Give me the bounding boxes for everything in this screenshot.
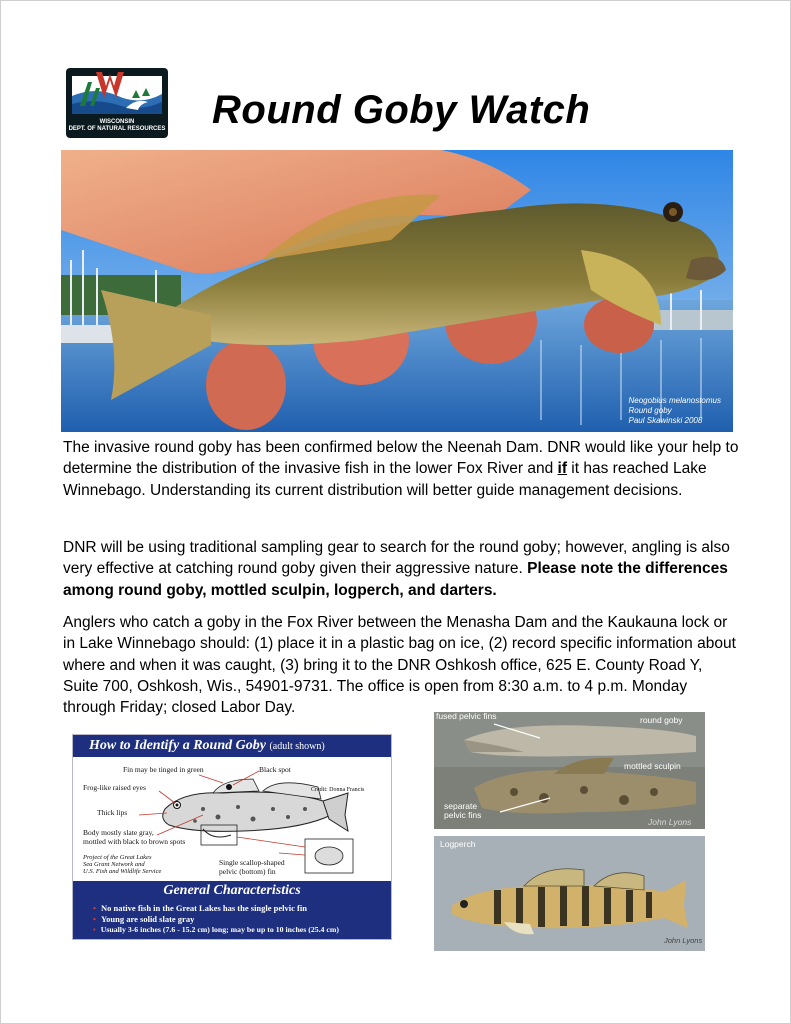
id-card-diagram: [73, 757, 391, 881]
label-scallop-1: Single scallop-shaped: [219, 858, 285, 867]
intro-text-b: it has reached Lake Winnebago. Understanding its current distribution will better guide management decisions.: [63, 460, 707, 499]
hero-caption-common: Round goby: [628, 406, 672, 415]
label-body-color-2: mottled with black to brown spots: [83, 837, 186, 846]
label-round-goby: round goby: [640, 715, 683, 725]
sampling-text: DNR will be using traditional sampling gear to search for the round goby; however, angling is also very effective at catching round goby given their aggressive nature.: [63, 539, 730, 578]
angler-instructions-paragraph: Anglers who catch a goby in the Fox River between the Menasha Dam and the Kaukauna lock or in Lake Winnebago should: (1) place it in a plastic bag on ice, (2) record specific information about where and when it was caught, (3) bring it to the DNR Oshkosh office, 625 E. County Road Y, Suite 700, Oshkosh, Wis., 54901-9731. The office is open from 8:30 a.m. to 4 p.m. Monday through Friday; closed Labor Day.: [63, 614, 736, 717]
intro-paragraph: [63, 437, 739, 501]
hero-photo: [61, 150, 733, 432]
label-separate-1: separate: [444, 801, 478, 811]
goby-sculpin-comparison-photo: [434, 712, 705, 829]
characteristic-item: • Young are solid slate gray: [93, 914, 194, 924]
label-scallop-2: pelvic (bottom) fin: [219, 867, 276, 876]
id-card-header: [73, 735, 391, 757]
label-thick-lips: Thick lips: [97, 808, 128, 817]
label-fused-pelvic-fins: fused pelvic fins: [436, 712, 497, 721]
wisconsin-dnr-logo: [66, 68, 168, 138]
intro-text-a: The invasive round goby has been confirmed below the Neenah Dam. DNR would like your help to determine the distribution of the invasive fish in the lower Fox River and: [63, 439, 739, 478]
label-project-2: Sea Grant Network and: [83, 861, 145, 868]
characteristic-item: • No native fish in the Great Lakes has the single pelvic fin: [93, 903, 307, 913]
label-frog-eyes: Frog-like raised eyes: [83, 783, 146, 792]
sampling-bold-note: Please note the differences among round goby, mottled sculpin, logperch, and darters.: [63, 560, 728, 599]
label-separate-2: pelvic fins: [444, 810, 482, 820]
label-black-spot: Black spot: [259, 765, 291, 774]
label-project-3: U.S. Fish and Wildlife Service: [83, 868, 162, 875]
logo-line2: DEPT. OF NATURAL RESOURCES: [68, 126, 166, 132]
comparison-photo-credit: John Lyons: [648, 817, 692, 827]
id-card-title: How to Identify a Round Goby: [89, 738, 266, 753]
intro-if-emphasis: if: [557, 460, 567, 478]
characteristic-item: • Usually 3-6 inches (7.6 - 15.2 cm) long; may be up to 10 inches (25.4 cm): [93, 925, 339, 934]
hero-caption-species: Neogobius melanostomus: [628, 396, 721, 405]
id-card-title-note: (adult shown): [269, 741, 325, 752]
label-project-1: Project of the Great Lakes: [83, 854, 152, 861]
logperch-photo: [434, 836, 705, 951]
hero-caption-credit: Paul Skawinski 2008: [628, 416, 703, 425]
sampling-paragraph: [63, 537, 739, 601]
logperch-credit: John Lyons: [664, 936, 703, 945]
logo-line1: WISCONSIN: [99, 119, 135, 125]
identify-round-goby-card: [72, 734, 392, 940]
label-illustration-credit: Credit: Donna Francis: [311, 787, 365, 793]
label-fin-green: Fin may be tinged in green: [123, 765, 204, 774]
hero-caption: [629, 396, 722, 426]
label-body-color-1: Body mostly slate gray,: [83, 828, 154, 837]
page-title: Round Goby Watch: [212, 88, 591, 132]
label-mottled-sculpin: mottled sculpin: [624, 761, 681, 771]
general-characteristics-title: General Characteristics: [163, 883, 301, 898]
general-characteristics-panel: [73, 881, 391, 939]
logperch-label: Logperch: [440, 839, 476, 849]
